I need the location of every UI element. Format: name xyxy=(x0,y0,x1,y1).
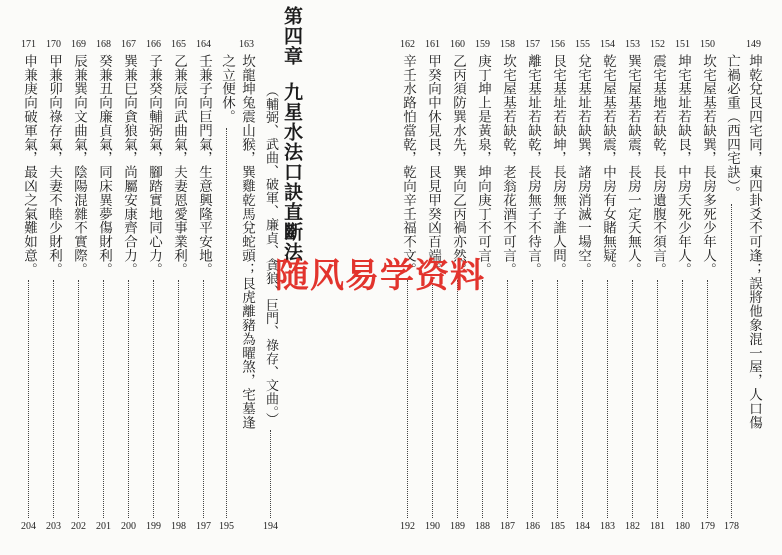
toc-entry xyxy=(20,40,37,540)
entry-text-line2: 之立便休。 xyxy=(219,54,235,124)
entry-number: 151 xyxy=(675,39,690,50)
entry-number: 153 xyxy=(625,39,640,50)
leader-dots xyxy=(731,204,733,518)
entry-number: 169 xyxy=(71,39,86,50)
entry-number: 162 xyxy=(400,39,415,50)
leader-dots xyxy=(226,128,228,519)
entry-text: 坎宅屋基若缺乾，老翁花酒不可言。 xyxy=(500,54,516,277)
toc-entry xyxy=(120,40,137,540)
leader-dots xyxy=(707,280,709,518)
chapter-title: 九星水法口訣直斷法 xyxy=(281,82,303,262)
entry-page: 178 xyxy=(724,521,739,532)
entry-number: 170 xyxy=(46,39,61,50)
entry-number: 167 xyxy=(121,39,136,50)
entry-number: 166 xyxy=(146,39,161,50)
toc-entry xyxy=(574,40,591,540)
leader-dots xyxy=(582,280,584,518)
entry-text: 壬兼子向巨門氣，生意興隆平安地。 xyxy=(196,54,212,277)
toc-entry-continuation xyxy=(218,40,235,540)
entry-text: 離宅基址若缺乾，長房無子不待言。 xyxy=(525,54,541,277)
toc-entry xyxy=(145,40,162,540)
leader-dots xyxy=(178,280,180,518)
leader-dots xyxy=(103,280,105,518)
entry-page: 186 xyxy=(525,521,540,532)
entry-page: 190 xyxy=(425,521,440,532)
entry-text: 癸兼丑向廉貞氣，同床異夢傷財利。 xyxy=(96,54,112,277)
entry-text: 巽兼巳向貪狼氣，尚屬安康齊合力。 xyxy=(121,54,137,277)
entry-text: 坤宅基址若缺艮，中房夭死少年人。 xyxy=(675,54,691,277)
leader-dots xyxy=(153,280,155,518)
leader-dots xyxy=(53,280,55,518)
leader-dots xyxy=(632,280,634,518)
entry-page: 182 xyxy=(625,521,640,532)
entry-text: 艮宅基址若缺坤，長房無子誰人問。 xyxy=(550,54,566,277)
entry-text: 庚丁坤上是黃泉，坤向庚丁不可言。 xyxy=(475,54,491,277)
entry-number: 152 xyxy=(650,39,665,50)
toc-entry xyxy=(45,40,62,540)
toc-entry xyxy=(649,40,666,540)
entry-number: 156 xyxy=(550,39,565,50)
toc-entry xyxy=(195,40,212,540)
leader-dots xyxy=(507,280,509,518)
entry-page: 185 xyxy=(550,521,565,532)
leader-dots xyxy=(457,280,459,518)
leader-dots xyxy=(28,280,30,518)
leader-dots xyxy=(128,280,130,518)
entry-text-line1: 坤乾兌艮四宅同，東四卦爻不可逢；誤將他象混一屋，人口傷 xyxy=(746,54,762,430)
leader-dots xyxy=(682,280,684,518)
entry-page: 202 xyxy=(71,521,86,532)
chapter-subtitle-col xyxy=(262,80,279,540)
toc-entry xyxy=(624,40,641,540)
entry-page: 197 xyxy=(196,521,211,532)
entry-text: 坎宅屋基若缺巽，長房多死少年人。 xyxy=(700,54,716,277)
toc-entry-continuation xyxy=(723,40,740,540)
entry-text: 甲兼卯向祿存氣，夫妻不睦少財利。 xyxy=(46,54,62,277)
entry-number: 159 xyxy=(475,39,490,50)
entry-page: 195 xyxy=(219,521,234,532)
entry-page: 183 xyxy=(600,521,615,532)
entry-text: 甲癸向中休見艮，艮見甲癸凶百端。 xyxy=(425,54,441,277)
entry-text: 申兼庚向破軍氣，最凶之氣難如意。 xyxy=(21,54,37,277)
entry-page: 181 xyxy=(650,521,665,532)
entry-page: 184 xyxy=(575,521,590,532)
watermark-text: 随风易学资料 xyxy=(275,256,485,296)
entry-number: 168 xyxy=(96,39,111,50)
entry-text: 震宅基地若缺乾，長房遺腹不須言。 xyxy=(650,54,666,277)
toc-entry xyxy=(70,40,87,540)
entry-number: 160 xyxy=(450,39,465,50)
entry-page: 189 xyxy=(450,521,465,532)
entry-page: 180 xyxy=(675,521,690,532)
leader-dots xyxy=(407,280,409,518)
leader-dots xyxy=(270,430,272,518)
entry-number: 149 xyxy=(746,39,761,50)
chapter-number: 第四章 xyxy=(281,6,303,66)
entry-page: 200 xyxy=(121,521,136,532)
leader-dots xyxy=(557,280,559,518)
leader-dots xyxy=(657,280,659,518)
entry-text: 乾宅屋基若缺震，中房有女賭無疑。 xyxy=(600,54,616,277)
toc-entry xyxy=(170,40,187,540)
leader-dots xyxy=(607,280,609,518)
entry-number: 158 xyxy=(500,39,515,50)
toc-entry xyxy=(549,40,566,540)
leader-dots xyxy=(203,280,205,518)
toc-entry xyxy=(524,40,541,540)
entry-text: 乙兼辰向武曲氣，夫妻恩愛事業利。 xyxy=(171,54,187,277)
entry-page: 188 xyxy=(475,521,490,532)
entry-number: 155 xyxy=(575,39,590,50)
entry-text-line1: 坎龍坤兔震山猴，巽雞乾馬兌蛇頭；艮虎離豬為曜煞，宅墓逢 xyxy=(239,54,255,430)
entry-number: 165 xyxy=(171,39,186,50)
toc-entry xyxy=(238,40,255,540)
entry-page: 203 xyxy=(46,521,61,532)
toc-entry xyxy=(674,40,691,540)
entry-number: 154 xyxy=(600,39,615,50)
entry-text: 辛壬水路怕當乾，乾向辛壬福不文。 xyxy=(400,54,416,277)
toc-entry xyxy=(745,40,762,540)
leader-dots xyxy=(432,280,434,518)
toc-entry xyxy=(699,40,716,540)
toc-entry xyxy=(95,40,112,540)
entry-text-line2: 亡禍必重（西四宅訣）。 xyxy=(724,54,740,201)
entry-page: 179 xyxy=(700,521,715,532)
entry-text: 子兼癸向輔弼氣，腳踏實地同心力。 xyxy=(146,54,162,277)
entry-page: 198 xyxy=(171,521,186,532)
entry-text: 巽宅屋基若缺震，長房一定夭無人。 xyxy=(625,54,641,277)
entry-page: 204 xyxy=(21,521,36,532)
entry-number: 164 xyxy=(196,39,211,50)
entry-number: 161 xyxy=(425,39,440,50)
entry-number: 157 xyxy=(525,39,540,50)
entry-text: 兌宅基址若缺巽，諸房消滅一場空。 xyxy=(575,54,591,277)
entry-number: 171 xyxy=(21,39,36,50)
chapter-subtitle: （輔弼、武曲、破軍、廉貞、貪狼、巨門、祿存、文曲。） xyxy=(263,84,278,426)
leader-dots xyxy=(482,280,484,518)
entry-page: 187 xyxy=(500,521,515,532)
entry-page: 192 xyxy=(400,521,415,532)
chapter-page: 194 xyxy=(263,521,278,532)
entry-page: 201 xyxy=(96,521,111,532)
leader-dots xyxy=(78,280,80,518)
leader-dots xyxy=(532,280,534,518)
entry-number: 163 xyxy=(239,39,254,50)
entry-text: 乙丙須防巽水先，巽向乙丙禍亦然。 xyxy=(450,54,466,277)
entry-number: 150 xyxy=(700,39,715,50)
entry-page: 199 xyxy=(146,521,161,532)
entry-text: 辰兼巽向文曲氣，陰陽混雜不實際。 xyxy=(71,54,87,277)
toc-entry xyxy=(599,40,616,540)
